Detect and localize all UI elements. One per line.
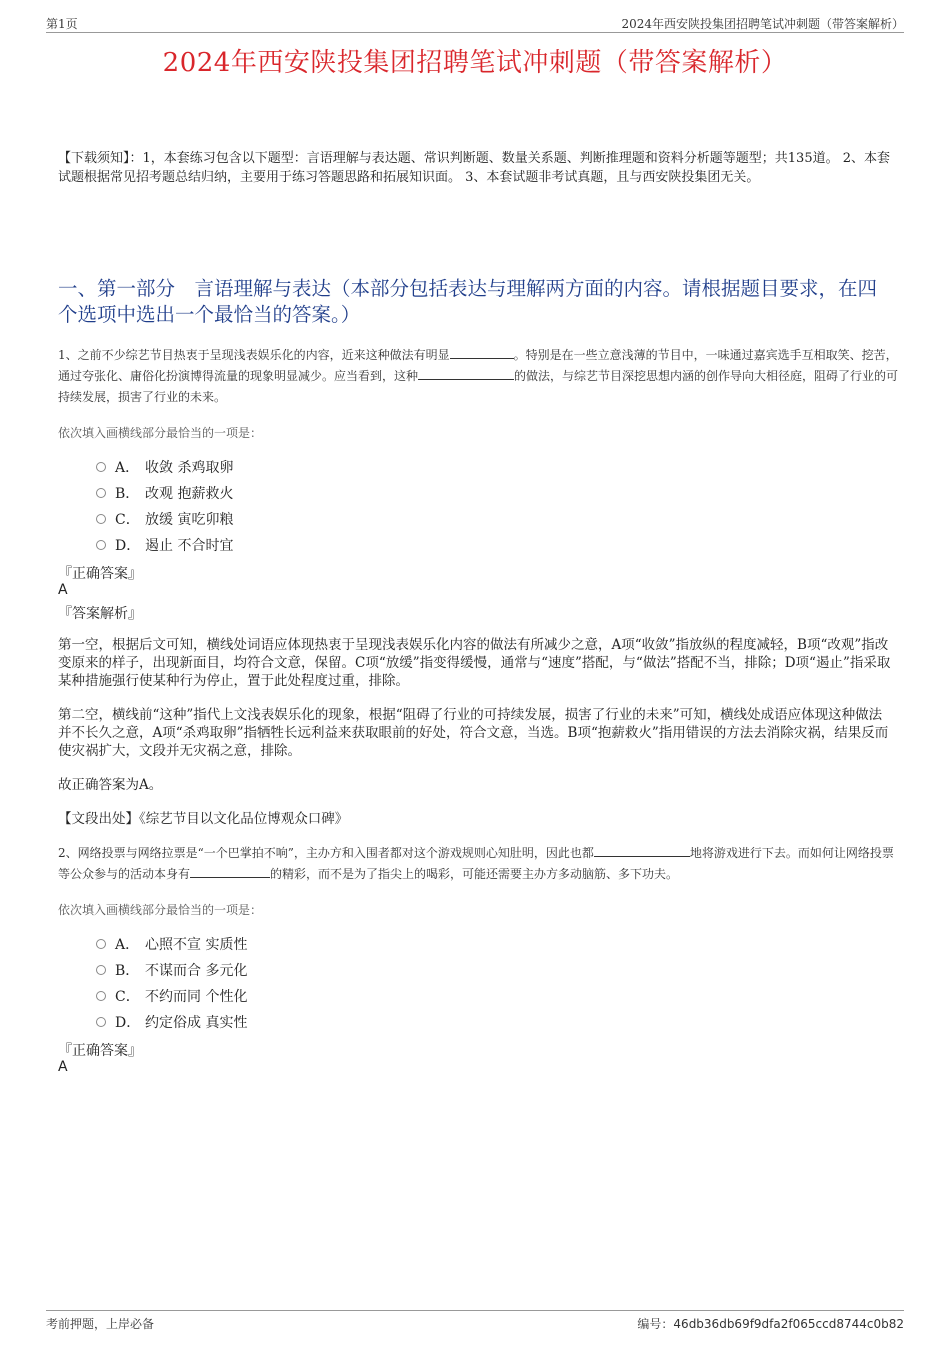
option-letter: C． [115,512,140,528]
q2-instruction: 依次填入画横线部分最恰当的一项是： [58,903,263,917]
page-number: 第1页 [46,17,78,31]
option-text: 约定俗成 真实性 [145,1015,248,1031]
option-text: 收敛 杀鸡取卵 [145,460,234,476]
section-title: 一、第一部分 言语理解与表达（本部分包括表达与理解两方面的内容。请根据题目要求，在四个选项中选出一个最恰当的答案。） [58,277,878,326]
option-letter: A． [115,460,140,476]
q2-option-a[interactable] [96,934,247,954]
q2-stem-part2: 地将游戏进行下去。而如何让网络投票等公众参与的活动本身有 [58,846,894,881]
q1-blank-2 [418,367,514,380]
option-text: 不谋而合 多元化 [145,963,248,979]
q1-option-c[interactable] [96,509,233,529]
q1-analysis-paragraph-1: 第一空，根据后文可知，横线处词语应体现热衷于呈现浅表娱乐化内容的做法有所减少之意，A项“收敛”指放纵的程度减轻，B项“改观”指改变原来的样子，出现新面目，均符合文意，保留。C项“放缓”指变得缓慢，通常与“速度”搭配，与“做法”搭配不当，排除；D项“遏止”指采取某种措施强行使某种行为停止，置于此处程度过重，排除。 [58,637,891,689]
q2-answer: A [58,1059,68,1075]
radio-icon[interactable] [96,488,106,498]
option-text: 放缓 寅吃卯粮 [145,512,234,528]
q1-option-b[interactable] [96,483,233,503]
q2-blank-2 [190,865,270,878]
radio-icon[interactable] [96,514,106,524]
document-title: 2024年西安陕投集团招聘笔试冲刺题（带答案解析） [162,48,788,78]
radio-icon[interactable] [96,1017,106,1027]
option-letter: B． [115,486,140,502]
footer-slogan: 考前押题，上岸必备 [46,1317,155,1331]
q1-stem-part1: 1、之前不少综艺节目热衷于呈现浅表娱乐化的内容，近来这种做法有明显 [58,348,450,362]
option-letter: C． [115,989,140,1005]
q1-option-d[interactable] [96,535,233,555]
option-text: 心照不宣 实质性 [145,937,248,953]
q2-option-b[interactable] [96,960,247,980]
page-footer [46,1310,904,1333]
radio-icon[interactable] [96,540,106,550]
q1-analysis-paragraph-2: 第二空，横线前“这种”指代上文浅表娱乐化的现象，根据“阻碍了行业的可持续发展，损害了行业的未来”可知，横线处成语应体现这种做法并不长久之意，A项“杀鸡取卵”指牺牲长远利益来获取眼前的好处，符合文意，当选。B项“抱薪救火”指用错误的方法去消除灾祸，结果反而使灾祸扩大，文段并无灾祸之意，排除。 [58,707,889,759]
q1-analysis-paragraph-3: 故正确答案为A。 [58,777,163,793]
option-text: 改观 抱薪救火 [145,486,234,502]
download-notice: 【下载须知】：1，本套练习包含以下题型：言语理解与表达题、常识判断题、数量关系题、判断推理题和资料分析题等题型；共135道。 2、本套试题根据常见招考题总结归纳，主要用于练习答题思路和拓展知识面。 3、本套试题非考试真题，且与西安陕投集团无关。 [58,151,890,185]
option-letter: B． [115,963,140,979]
page-header [46,12,904,33]
q2-answer-label: 『正确答案』 [58,1043,142,1059]
option-letter: A． [115,937,140,953]
q2-stem-part1: 2、网络投票与网络拉票是“一个巴掌拍不响”，主办方和入围者都对这个游戏规则心知肚明，因此也都 [58,846,594,860]
q1-analysis-label: 『答案解析』 [58,606,142,622]
q2-stem-part3: 的精彩，而不是为了指尖上的喝彩，可能还需要主办方多动脑筋、多下功夫。 [270,867,679,881]
q1-stem-part2: 。特别是在一些立意浅薄的节目中，一味通过嘉宾选手互相取笑、挖苦，通过夸张化、庸俗化扮演博得流量的现象明显减少。应当看到，这种 [58,348,898,383]
q1-stem-part3: 的做法，与综艺节目深挖思想内涵的创作导向大相径庭，阻碍了行业的可持续发展，损害了行业的未来。 [58,369,899,404]
q1-instruction: 依次填入画横线部分最恰当的一项是： [58,426,263,440]
option-letter: D． [115,538,141,554]
footer-code: 编号：46db36db69f9dfa2f065ccd8744c0b82 [637,1317,904,1331]
q1-source: 【文段出处】《综艺节目以文化品位博观众口碑》 [58,811,349,827]
radio-icon[interactable] [96,462,106,472]
option-letter: D． [115,1015,141,1031]
option-text: 不约而同 个性化 [145,989,248,1005]
radio-icon[interactable] [96,965,106,975]
q2-blank-1 [594,844,690,857]
header-doc-title: 2024年西安陕投集团招聘笔试冲刺题（带答案解析） [621,17,904,31]
q1-answer-label: 『正确答案』 [58,566,142,582]
q2-option-c[interactable] [96,986,247,1006]
q2-option-d[interactable] [96,1012,247,1032]
q1-answer: A [58,582,68,598]
radio-icon[interactable] [96,939,106,949]
q1-blank-1 [450,346,514,359]
option-text: 遏止 不合时宜 [145,538,234,554]
q1-option-a[interactable] [96,457,233,477]
question-1-stem [58,345,900,408]
radio-icon[interactable] [96,991,106,1001]
question-2-stem [58,843,900,885]
